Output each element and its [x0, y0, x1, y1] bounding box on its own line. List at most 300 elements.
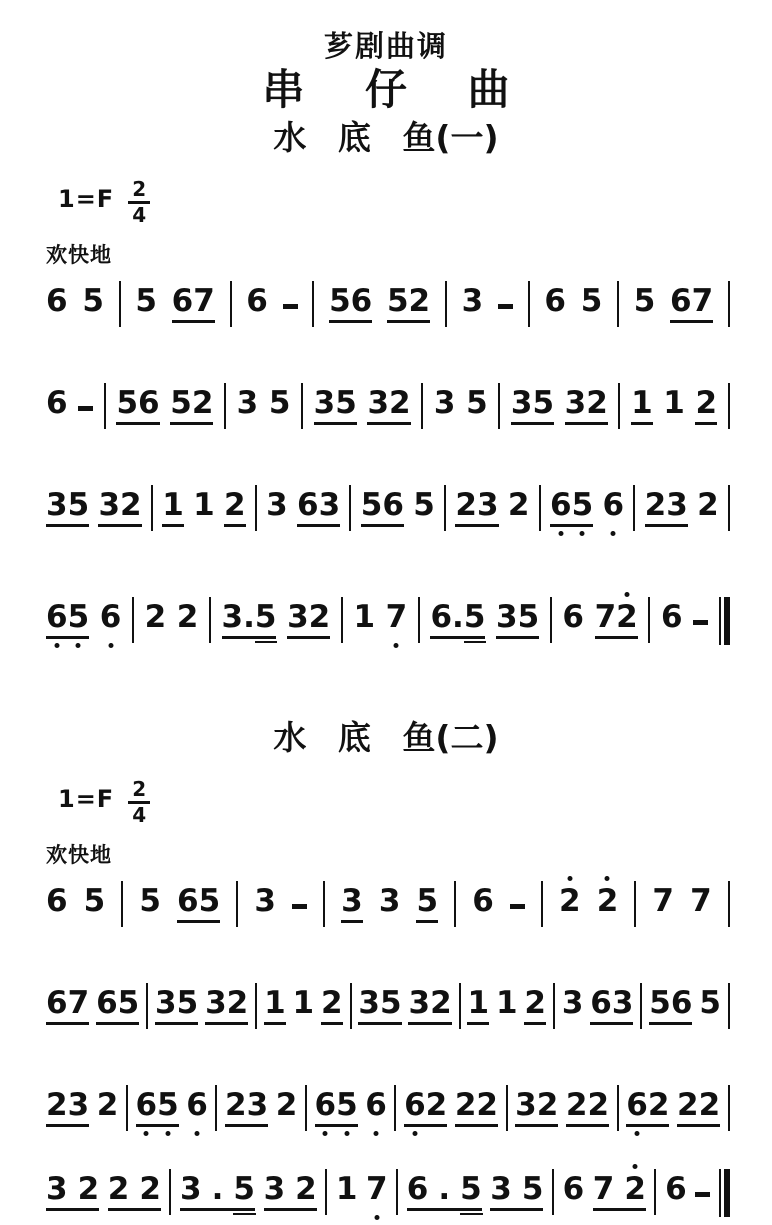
- octave-dot-low: [165, 1131, 170, 1136]
- note-glyphs: [46, 384, 68, 425]
- barline: [312, 281, 314, 327]
- note-digit: 3: [666, 486, 688, 523]
- section-shuidiyu-1: [0, 119, 772, 653]
- barline: [418, 597, 420, 643]
- note-digit: 3: [433, 384, 456, 421]
- note-glyphs: [663, 384, 685, 425]
- score-line-2: [0, 373, 772, 439]
- barline: [552, 1169, 554, 1215]
- note-digit: 2: [96, 1086, 119, 1123]
- note-digit: 7: [67, 984, 90, 1021]
- note-digit: 3: [367, 384, 390, 421]
- note-glyphs: [366, 1170, 388, 1211]
- note-group: [321, 984, 343, 1025]
- note-group: [144, 598, 167, 639]
- note-group: [697, 486, 719, 527]
- note-digit: 2: [597, 886, 619, 917]
- note-digit: 3: [67, 1086, 90, 1123]
- note-digit: 3: [515, 1086, 537, 1123]
- note-glyphs: [559, 882, 581, 923]
- note-digit: 1: [264, 984, 286, 1021]
- collection-title: 芗剧曲调: [323, 29, 448, 63]
- dash-extension: [292, 904, 307, 909]
- note-group: [660, 598, 683, 639]
- note-glyphs: [644, 486, 688, 527]
- barline: [119, 281, 121, 327]
- note-glyphs: [46, 282, 68, 323]
- note-digit: 2: [587, 1086, 610, 1123]
- barline: [132, 597, 134, 643]
- note-group: [367, 384, 411, 425]
- note-group: [652, 882, 674, 923]
- note-digit: 6: [430, 598, 453, 635]
- note-group: [46, 384, 68, 425]
- barline: [528, 281, 530, 327]
- note-digit: 5: [255, 602, 277, 633]
- note-glyphs: [596, 882, 619, 923]
- note-group: [236, 384, 259, 425]
- note-group: [580, 282, 603, 323]
- note-group: [46, 984, 90, 1025]
- note-digit: 2: [616, 602, 638, 633]
- note-group: [490, 1170, 544, 1211]
- note-group: [649, 984, 693, 1025]
- key-signature-row: [58, 779, 772, 831]
- note-digit: 6: [186, 1090, 208, 1121]
- note-digit: 2: [408, 282, 431, 319]
- time-denominator: 4: [132, 803, 147, 828]
- final-barline-thick: [724, 597, 730, 645]
- octave-dot-low: [635, 1131, 640, 1136]
- note-glyphs: [246, 282, 268, 323]
- note-glyphs: [594, 598, 638, 639]
- final-barline-thick: [724, 1169, 730, 1217]
- note-digit: 2: [107, 1170, 130, 1207]
- note-digit: 7: [594, 598, 617, 635]
- note-glyphs: [275, 1086, 298, 1127]
- note-digit: 5: [360, 486, 383, 523]
- score-line-4: [0, 587, 772, 653]
- barline: [301, 383, 303, 429]
- note-group: [353, 598, 376, 639]
- note-glyphs: [341, 882, 363, 923]
- note-glyphs: [562, 1170, 585, 1211]
- barline: [640, 983, 642, 1029]
- note-digit: 6: [382, 486, 404, 523]
- note-group: [665, 1170, 687, 1211]
- note-digit: 2: [77, 1170, 100, 1207]
- note-group: [162, 486, 184, 527]
- note-group: [96, 984, 140, 1025]
- note-digit: 5: [336, 1090, 358, 1121]
- barline: [350, 983, 352, 1029]
- note-glyphs: [544, 282, 566, 323]
- note-glyphs: [171, 282, 215, 323]
- note-glyphs: [386, 282, 431, 323]
- note-digit: 2: [295, 1170, 317, 1207]
- note-digit: 5: [460, 1174, 482, 1205]
- note-glyphs: [82, 282, 104, 323]
- note-digit: 2: [139, 1170, 161, 1207]
- note-digit: 6: [544, 282, 566, 319]
- note-group: [83, 882, 106, 923]
- note-glyphs: [652, 882, 674, 923]
- note-glyphs: [626, 1086, 670, 1127]
- note-digit: 5: [116, 384, 139, 421]
- note-digit: 6: [315, 1090, 337, 1121]
- note-digit: 2: [46, 1086, 68, 1123]
- note-digit: 3: [46, 1170, 68, 1207]
- octave-dot-low: [54, 643, 59, 648]
- note-digit: 6: [246, 282, 268, 319]
- note-glyphs: [180, 1170, 255, 1211]
- note-digit: 3: [254, 882, 276, 919]
- note-group: [275, 1086, 298, 1127]
- note-glyphs: [46, 1086, 90, 1127]
- note-digit: 5: [335, 384, 357, 421]
- barline: [550, 597, 552, 643]
- note-digit: 2: [698, 1086, 721, 1123]
- note-glyphs: [697, 486, 719, 527]
- barline: [539, 485, 541, 531]
- note-digit: 1: [663, 384, 685, 421]
- note-digit: 3: [313, 384, 336, 421]
- barline: [305, 1085, 307, 1131]
- note-glyphs: [670, 282, 714, 323]
- octave-dot-low: [558, 531, 563, 536]
- note-digit: 6: [472, 882, 494, 919]
- note-glyphs: [592, 1170, 646, 1211]
- barline: [325, 1169, 327, 1215]
- note-group: [602, 486, 625, 527]
- note-group: [510, 384, 555, 425]
- note-digit: 2: [430, 984, 452, 1021]
- note-group: [466, 384, 488, 425]
- note-digit: 3: [263, 1170, 286, 1207]
- note-glyphs: [139, 882, 161, 923]
- note-digit: 6: [177, 882, 199, 919]
- barline: [323, 881, 325, 927]
- note-group: [170, 384, 214, 425]
- note-group: [644, 486, 688, 527]
- score-line-7: [0, 1075, 772, 1141]
- note-group: [690, 882, 712, 923]
- note-digit: 2: [144, 598, 167, 635]
- final-barline-thin: [719, 1169, 721, 1217]
- note-glyphs: [107, 1170, 161, 1211]
- time-signature: [128, 179, 150, 226]
- note-digit: 3: [246, 1086, 269, 1123]
- note-group: [366, 1170, 388, 1211]
- note-digit: 2: [225, 1086, 247, 1123]
- note-glyphs: [314, 1086, 358, 1127]
- note-group: [467, 984, 490, 1025]
- octave-dot-low: [394, 643, 399, 648]
- note-group: [135, 282, 157, 323]
- note-glyphs: [46, 598, 90, 639]
- barline: [728, 983, 730, 1029]
- note-digit: 2: [695, 384, 718, 421]
- note-glyphs: [416, 882, 439, 923]
- note-glyphs: [221, 598, 277, 639]
- note-group: [590, 984, 634, 1025]
- note-digit: 3: [205, 984, 227, 1021]
- note-digit: 1: [335, 1170, 358, 1207]
- note-group: [329, 282, 373, 323]
- note-glyphs: [266, 486, 288, 527]
- note-group: [246, 282, 268, 323]
- dash-extension: [695, 1192, 710, 1197]
- note-glyphs: [321, 984, 343, 1025]
- note-digit: 3: [155, 984, 177, 1021]
- note-group: [550, 486, 594, 527]
- note-group: [225, 1086, 269, 1127]
- note-group: [180, 1170, 255, 1211]
- note-digit: 5: [532, 384, 555, 421]
- note-group: [495, 984, 518, 1025]
- note-digit: 3: [266, 486, 288, 523]
- note-glyphs: [144, 598, 167, 639]
- tempo-marking: 欢快地: [46, 243, 112, 268]
- note-digit: 6: [46, 282, 68, 319]
- note-digit: 6: [46, 384, 68, 421]
- note-digit: 5: [572, 490, 594, 521]
- note-digit: 7: [193, 282, 215, 319]
- note-digit: 2: [454, 1086, 477, 1123]
- note-glyphs: [135, 1086, 179, 1127]
- note-glyphs: [472, 882, 494, 923]
- key-text: 1=F: [58, 785, 115, 814]
- note-group: [406, 1170, 482, 1211]
- note-digit: 6: [562, 598, 584, 635]
- note-digit: 3: [221, 598, 244, 635]
- note-digit: 3: [236, 384, 259, 421]
- note-digit: 1: [467, 984, 490, 1021]
- note-digit: 5: [170, 384, 192, 421]
- note-group: [663, 384, 685, 425]
- note-group: [461, 282, 484, 323]
- note-digit: 1: [353, 598, 376, 635]
- note-group: [297, 486, 341, 527]
- note-group: [699, 984, 721, 1025]
- note-group: [335, 1170, 358, 1211]
- note-glyphs: [365, 1086, 387, 1127]
- note-digit: 6: [46, 984, 68, 1021]
- note-digit: 6: [404, 1090, 426, 1121]
- note-glyphs: [205, 984, 249, 1025]
- note-digit: 6: [660, 598, 683, 635]
- note-digit: 6: [138, 384, 160, 421]
- note-digit: 6: [665, 1170, 687, 1207]
- note-digit: 3: [561, 984, 584, 1021]
- final-barline: [719, 1169, 730, 1215]
- note-glyphs: [660, 598, 683, 639]
- note-digit: 1: [292, 984, 315, 1021]
- note-glyphs: [313, 384, 357, 425]
- note-digit: 5: [580, 282, 603, 319]
- note-digit: 5: [67, 486, 90, 523]
- note-digit: 5: [135, 282, 157, 319]
- note-group: [596, 882, 619, 923]
- barline: [341, 597, 343, 643]
- barline: [209, 597, 211, 643]
- time-numerator: 2: [128, 779, 150, 804]
- note-digit: 2: [191, 384, 214, 421]
- score-line-6: [0, 973, 772, 1039]
- note-group: [221, 598, 277, 639]
- note-digit: 5: [198, 882, 221, 919]
- sixteenth-underline: [460, 1213, 483, 1215]
- note-digit: 5: [176, 984, 199, 1021]
- barline: [634, 881, 636, 927]
- note-group: [385, 598, 408, 639]
- barline: [454, 881, 456, 927]
- note-group: [171, 282, 215, 323]
- note-digit: 1: [162, 486, 184, 523]
- note-group: [292, 984, 315, 1025]
- note-glyphs: [46, 882, 68, 923]
- note-digit: 1: [631, 384, 653, 421]
- note-digit: 1: [495, 984, 518, 1021]
- barline: [498, 383, 500, 429]
- note-group: [515, 1086, 559, 1127]
- note-digit: 7: [386, 602, 408, 633]
- note-digit: 7: [366, 1174, 388, 1205]
- note-digit: 2: [275, 1086, 298, 1123]
- note-glyphs: [564, 384, 608, 425]
- final-barline: [719, 597, 730, 643]
- note-digit: 2: [624, 1174, 646, 1205]
- note-group: [46, 1086, 90, 1127]
- note-group: [386, 282, 431, 323]
- note-digit: 5: [83, 882, 106, 919]
- barline: [728, 1085, 730, 1131]
- note-glyphs: [96, 1086, 119, 1127]
- note-group: [155, 984, 199, 1025]
- barline: [728, 383, 730, 429]
- barline: [396, 1169, 398, 1215]
- note-group: [223, 486, 246, 527]
- note-group: [205, 984, 249, 1025]
- note-group: [524, 984, 546, 1025]
- note-digit: 5: [329, 282, 351, 319]
- note-glyphs: [358, 984, 402, 1025]
- note-group: [496, 598, 540, 639]
- note-glyphs: [236, 384, 259, 425]
- barline: [553, 983, 555, 1029]
- note-digit: 3: [611, 984, 634, 1021]
- note-group: [544, 282, 566, 323]
- barline: [121, 881, 123, 927]
- barline: [541, 881, 543, 927]
- dash-extension: [510, 904, 525, 909]
- note-digit: 2: [120, 486, 142, 523]
- note-digit: 6: [350, 282, 373, 319]
- note-glyphs: [223, 486, 246, 527]
- note-glyphs: [186, 1086, 208, 1127]
- note-digit: 3: [496, 598, 518, 635]
- octave-dot-low: [374, 1215, 379, 1220]
- octave-dot-high: [633, 1164, 638, 1169]
- note-group: [266, 486, 288, 527]
- barline: [255, 485, 257, 531]
- note-group: [413, 486, 435, 527]
- note-digit: 6: [365, 1090, 387, 1121]
- note-digit: 3: [510, 384, 533, 421]
- note-digit: 2: [677, 1086, 699, 1123]
- note-group: [358, 984, 402, 1025]
- note-group: [193, 486, 215, 527]
- note-group: [416, 882, 439, 923]
- note-digit: 6: [590, 984, 612, 1021]
- note-glyphs: [177, 882, 221, 923]
- sixteenth-underline: [255, 641, 278, 643]
- note-glyphs: [98, 486, 142, 527]
- note-glyphs: [496, 598, 540, 639]
- note-digit: 5: [139, 882, 161, 919]
- octave-dot-low: [412, 1131, 417, 1136]
- note-group: [408, 984, 452, 1025]
- note-digit: 6: [406, 1170, 429, 1207]
- note-digit: 5: [649, 984, 671, 1021]
- note-group: [404, 1086, 448, 1127]
- note-digit: 5: [233, 1174, 255, 1205]
- note-glyphs: [466, 384, 488, 425]
- barline: [444, 485, 446, 531]
- note-glyphs: [287, 598, 331, 639]
- note-group: [82, 282, 104, 323]
- note-glyphs: [699, 984, 721, 1025]
- note-digit: 7: [592, 1170, 615, 1207]
- note-digit: 5: [633, 282, 656, 319]
- note-digit: 3: [358, 984, 380, 1021]
- section-subtitle: 水 底 鱼(二): [273, 718, 499, 758]
- note-digit: 2: [308, 598, 331, 635]
- note-glyphs: [268, 384, 291, 425]
- note-glyphs: [83, 882, 106, 923]
- note-digit: 5: [157, 1090, 179, 1121]
- note-digit: 5: [699, 984, 721, 1021]
- note-group: [631, 384, 653, 425]
- note-digit: 1: [193, 486, 215, 523]
- note-glyphs: [353, 598, 376, 639]
- note-glyphs: [430, 598, 486, 639]
- note-glyphs: [162, 486, 184, 527]
- note-glyphs: [335, 1170, 358, 1211]
- time-signature: [128, 779, 150, 826]
- score-line-3: [0, 475, 772, 541]
- note-glyphs: [404, 1086, 448, 1127]
- barline: [169, 1169, 171, 1215]
- note-digit: 5: [380, 984, 402, 1021]
- barline: [255, 983, 257, 1029]
- note-digit: .: [211, 1170, 224, 1207]
- key-signature-row: [58, 179, 772, 231]
- octave-dot-low: [344, 1131, 349, 1136]
- note-glyphs: [46, 984, 90, 1025]
- note-group: [433, 384, 456, 425]
- note-digit: 5: [268, 384, 291, 421]
- note-glyphs: [264, 984, 286, 1025]
- barline: [236, 881, 238, 927]
- dash-extension: [693, 620, 708, 625]
- page-title: 串 仔 曲: [262, 65, 510, 114]
- note-group: [135, 1086, 179, 1127]
- note-glyphs: [590, 984, 634, 1025]
- note-digit: 2: [176, 598, 199, 635]
- note-digit: 5: [68, 602, 90, 633]
- barline: [146, 983, 148, 1029]
